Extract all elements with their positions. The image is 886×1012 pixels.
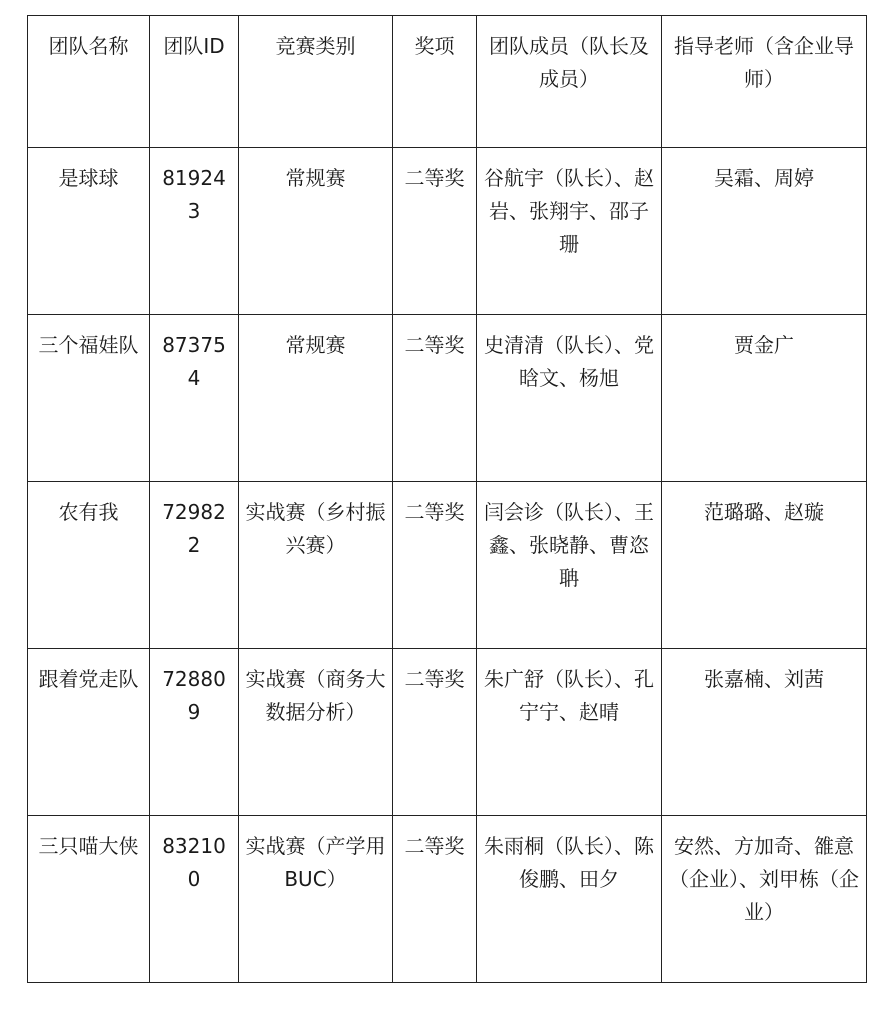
cell-team-name: 是球球 [28, 148, 150, 315]
cell-members: 朱广舒（队长）、孔宁宁、赵晴 [477, 649, 662, 816]
cell-advisors: 贾金广 [662, 315, 867, 482]
cell-advisors: 范璐璐、赵璇 [662, 482, 867, 649]
header-advisors: 指导老师（含企业导师） [662, 16, 867, 148]
cell-award: 二等奖 [393, 816, 477, 983]
cell-team-name: 三只喵大侠 [28, 816, 150, 983]
header-members: 团队成员（队长及成员） [477, 16, 662, 148]
table-row [28, 148, 867, 315]
cell-category: 实战赛（乡村振兴赛） [239, 482, 393, 649]
cell-category: 常规赛 [239, 148, 393, 315]
cell-award: 二等奖 [393, 649, 477, 816]
header-team-id: 团队ID [150, 16, 239, 148]
cell-category: 实战赛（产学用 BUC） [239, 816, 393, 983]
cell-award: 二等奖 [393, 315, 477, 482]
cell-team-name: 农有我 [28, 482, 150, 649]
cell-team-id: 728809 [150, 649, 239, 816]
cell-members: 朱雨桐（队长）、陈俊鹏、田夕 [477, 816, 662, 983]
awards-table [27, 15, 867, 983]
table-row [28, 649, 867, 816]
cell-award: 二等奖 [393, 148, 477, 315]
cell-category: 常规赛 [239, 315, 393, 482]
cell-team-id: 729822 [150, 482, 239, 649]
cell-advisors: 安然、方加奇、雒意（企业）、刘甲栋（企业） [662, 816, 867, 983]
table-row [28, 482, 867, 649]
cell-team-name: 跟着党走队 [28, 649, 150, 816]
cell-advisors: 吴霜、周婷 [662, 148, 867, 315]
table-header-row [28, 16, 867, 148]
header-award: 奖项 [393, 16, 477, 148]
cell-members: 谷航宇（队长）、赵岩、张翔宇、邵子珊 [477, 148, 662, 315]
cell-team-id: 819243 [150, 148, 239, 315]
cell-team-id: 832100 [150, 816, 239, 983]
header-category: 竞赛类别 [239, 16, 393, 148]
cell-team-id: 873754 [150, 315, 239, 482]
cell-advisors: 张嘉楠、刘茜 [662, 649, 867, 816]
table-row [28, 816, 867, 983]
table-row [28, 315, 867, 482]
cell-members: 闫会诊（队长）、王鑫、张晓静、曹恣聃 [477, 482, 662, 649]
cell-category: 实战赛（商务大数据分析） [239, 649, 393, 816]
cell-award: 二等奖 [393, 482, 477, 649]
cell-members: 史清清（队长）、党晗文、杨旭 [477, 315, 662, 482]
header-team-name: 团队名称 [28, 16, 150, 148]
cell-team-name: 三个福娃队 [28, 315, 150, 482]
